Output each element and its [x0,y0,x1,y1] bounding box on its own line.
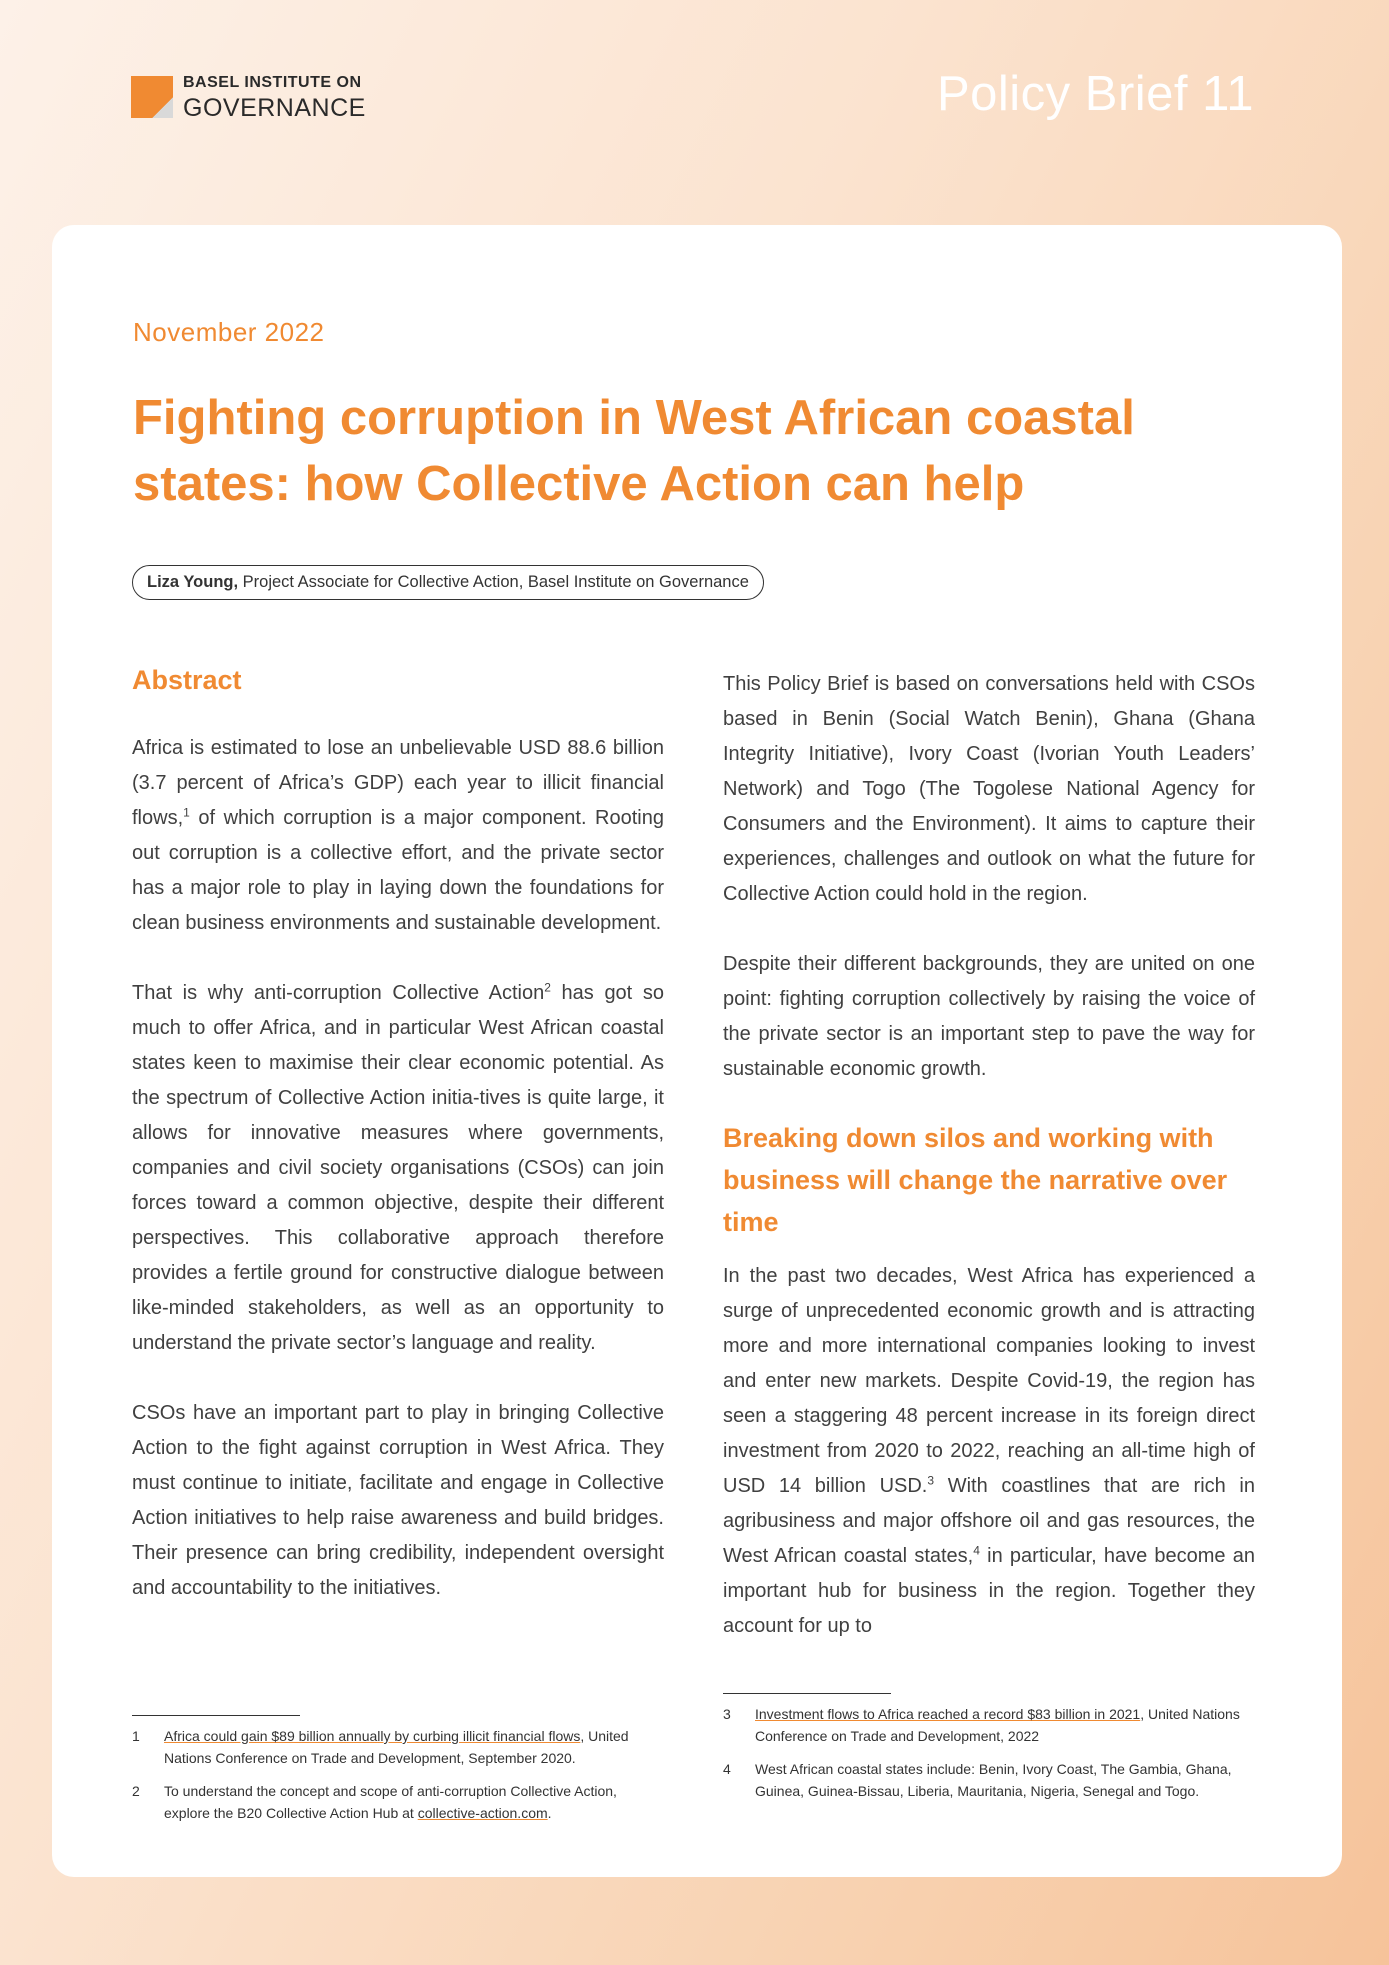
logo-line1: BASEL INSTITUTE ON [183,74,362,91]
abstract-paragraph-2: That is why anti-corruption Collective Action$^2$ has got so much to offer Africa, and in particular West African coastal states keen to maximise their clear economic potential. As the spectrum of Collective Action initia-tives is quite large, it allows for innovative measures where governments, companies and civil society organisations (CSOs) can join forces toward a common objective, despite their different perspectives. This collaborative approach therefore provides a fertile ground for constructive dialogue between like-minded stakeholders, as well as an opportunity to understand the private sector’s language and reality. [132,980,664,1354]
footnote-ref: 4 [973,1543,980,1558]
footnote-ref: 3 [927,1473,935,1488]
section-subheading: Breaking down silos and working with business will change the narrative over time [723,1123,1228,1237]
basel-logo [131,74,461,124]
document-title: Fighting corruption in West African coastal states: how Collective Action can help [133,391,1135,511]
right-paragraph-2: Despite their different backgrounds, they are united on one point: fighting corruption collectively by raising the voice of the private sector is an important step to pave the way for sustainable economic growth. [723,953,1255,1080]
author-badge [132,565,764,600]
footnote-2-link[interactable]: collective-action.com [417,1805,548,1821]
abstract-heading: Abstract [132,665,242,695]
footnote-ref: 2 [544,980,551,995]
footnote-1-link[interactable]: Africa could gain $89 billion annually by curbing illicit financial flows [164,1728,581,1744]
content-card: November 2022 Fighting corruption in West African coastal states: how Collective Action can help Liza Young, Project Associate for Collective Action, Basel Institute on Governance Abstract Africa is estimated to lose an unbelievable USD 88.6 billion (3.7 percent of Africa’s GDP) each year to illicit financial flows,$^1$ of which corruption is a major component. Rooting out corruption is a collective effort, and the private sector has a major role to play in laying down the foundations for clean business environments and sustainable development. That is why anti-corruption Collective Action$^2$ has got so much to offer Africa, and in particular West African coastal states keen to maximise their clear economic potential. As the spectrum of Collective Action initia-tives is quite large, it allows for innovative measures where governments, companies and civil society organisations (CSOs) can join forces toward a common objective, despite their different perspectives. This collaborative approach therefore provides a fertile ground for constructive dialogue between like-minded stakeholders, as well as an opportunity to understand the private sector’s language and reality. CSOs have an important part to play in bringing Collective Action to the fight against corruption in West Africa. They must continue to initiate, facilitate and engage in Collective Action initiatives to help raise awareness and build bridges. Their presence can bring credibility, independent oversight and accountability to the initiatives. This Policy Brief is based on conversations held with CSOs based in Benin (Social Watch Benin), Ghana (Ghana Integrity Initiative), Ivory Coast (Ivorian Youth Leaders’ Network) and Togo (The Togolese National Agency for Consumers and the Environment). It aims to capture their experiences, challenges and outlook on what the future for Collective Action could hold in the region. Despite their different backgrounds, they are united on one point: fighting corruption collectively by raising the voice of the private sector is an important step to pave the way for sustainable economic growth. Breaking down silos and working with business will change the narrative over time In the past two decades, West Africa has experienced a surge of unprecedented economic growth and is attracting more and more international companies looking to invest and enter new markets. Despite Covid-19, the region has seen a staggering 48 percent increase in its foreign direct investment from 2020 to 2022, reaching an all-time high of USD 14 billion USD.$^3$ With coastlines that are rich in agribusiness and major offshore oil and gas resources, the West African coastal states,$^4$ in particular, have become an important hub for business in the region. Together they account for up to 1 Africa could gain $89 billion annually by curbing illicit financial flows, United Nations Conference on Trade and Development, September 2020. 2 To understand the concept and scope of anti-corruption Collective Action, explore the B20 Collective Action Hub at collective-action.com. 3 Investment flows to Africa reached a record $83 billion in 2021, United Nations Conference on Trade and Development, 2022 4 West African coastal states include: Benin, Ivory Coast, The Gambia, Ghana, Guinea, Guinea-Bissau, Liberia, Mauritania, Nigeria, Senegal and Togo. [52,225,1342,1877]
footnote-3-link[interactable]: Investment flows to Africa reached a record $83 billion in 2021 [755,1706,1141,1722]
logo-line2: GOVERNANCE [183,94,366,122]
logo-mark-icon [131,76,173,118]
right-paragraph-3: In the past two decades, West Africa has experienced a surge of unprecedented economic growth and is attracting more and more international companies looking to invest and enter new markets. Despite Covid-19, the region has seen a staggering 48 percent increase in its foreign direct investment from 2020 to 2022, reaching an all-time high of USD 14 billion USD.$^3$ With coastlines that are rich in agribusiness and major offshore oil and gas resources, the West African coastal states,$^4$ in particular, have become an important hub for business in the region. Together they account for up to [723,1265,1256,1637]
policy-brief-label: Policy Brief 11 [936,67,1254,121]
footnote-ref: 1 [183,805,190,820]
left-column [132,665,664,1606]
abstract-paragraph-3: CSOs have an important part to play in bringing Collective Action to the fight against corruption in West Africa. They must continue to initiate, facilitate and engage in Collective Action initiatives to help raise awareness and build bridges. Their presence can bring credibility, independent oversight and accountability to the initiatives. [132,1402,664,1599]
footnote-divider-right [723,1693,891,1694]
right-column [723,667,1255,1644]
author-role: Project Associate for Collective Action, Basel Institute on Governance [238,573,749,591]
abstract-paragraph-1: Africa is estimated to lose an unbelievable USD 88.6 billion (3.7 percent of Africa’s GDP) each year to illicit financial flows,$^1$ of which corruption is a major component. Rooting out corruption is a collective effort, and the private sector has a major role to play in laying down the foundations for clean business environments and sustainable development. [132,737,664,934]
author-name: Liza Young, [147,573,239,591]
right-paragraph-1: This Policy Brief is based on conversations held with CSOs based in Benin (Social Watch Benin), Ghana (Ghana Integrity Initiative), Ivory Coast (Ivorian Youth Leaders’ Network) and Togo (The Togolese National Agency for Consumers and the Environment). It aims to capture their experiences, challenges and outlook on what the future for Collective Action could hold in the region. [723,673,1255,905]
footnote-divider-left [132,1715,300,1716]
publication-date: November 2022 [133,317,325,347]
